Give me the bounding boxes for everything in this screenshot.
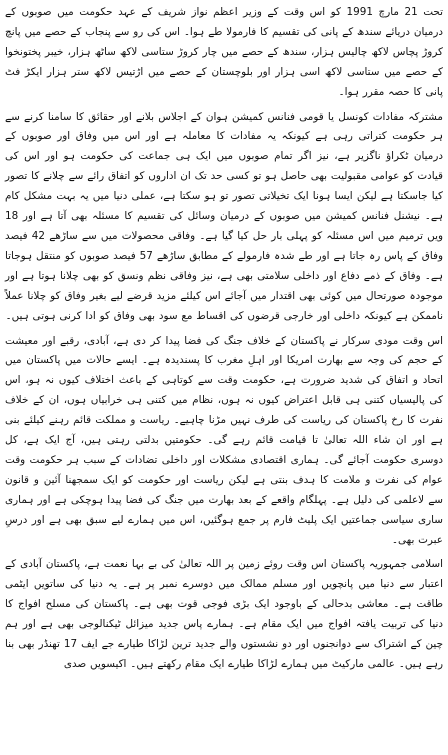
article-paragraph-2: مشترکہ مفادات کونسل یا قومی فنانس کمیشن ہوان کے اجلاس بلانے اور حقائق کا سامنا کرنے سے ہر حکومت کتراتی رہی ہے کیونکہ یہ مفادات کا معاملہ ہے اور اس میں وفاق اور صوبوں کے درمیان ٹکراؤ ناگزیر ہے، نیز اگر تمام صوبوں میں ایک ہی جماعت کی حکومت ہو اور اس کی قیادت کو عوامی مقبولیت بھی حاصل ہو تو کسی حد تک ان اداروں کو اتفاق رائے سے چلانے کا تصور کیا جاسکتا ہے لیکن ایسا ہونا ایک تخیلاتی تصور تو ہو سکتا ہے، عملی دنیا میں یہ بہت مشکل کام ہے۔ نیشنل فنانس کمیشن میں صوبوں کے درمیان وسائل کی تقسیم کا مسئلہ بھی آتا ہے اور 18 ویں ترمیم میں اس مسئلہ کو پہلی بار حل کیا گیا ہے۔ وفاقی محصولات میں سے ساڑھے 42 فیصد وفاق کے پاس رہ جاتا ہے اور طے شدہ فارمولے کے مطابق ساڑھے 57 فیصد صوبوں کو منتقل ہوجاتا ہے۔ وفاق کے ذمے دفاع اور داخلی سلامتی بھی ہے، نیز وفاقی نظم ونسق کو بھی چلانا ہوتا ہے اور موجودہ صورتحال میں کوئی بھی اقتدار میں آجائے اس کیلئے مزید قرضے لیے بغیر وفاق کو چلانا عملاً ناممکن ہے کیونکہ داخلی اور خارجی قرضوں کی اقساط مع سود بھی وفاق کو ادا کرنی ہوتی ہیں۔	[5, 110, 443, 322]
article-paragraph-3: اس وقت مودی سرکار نے پاکستان کے خلاف جنگ کی فضا پیدا کر دی ہے، آبادی، رقبے اور معیشت کے حجم کی وجہ سے بھارت امریکا اور اہلِ مغرب کا پسندیدہ ہے۔ ایسے حالات میں پاکستان میں اتحاد و اتفاق کی شدید ضرورت ہے، حکومت وقت سے کوتاہی کے باعث اختلاف کیوں نہ ہو، اس کی پالیسیاں کتنی ہی قابل اعتراض کیوں نہ ہوں، نظام میں کتنی ہی خرابیاں ہوں، ان کے خلاف نفرت کا رخ پاکستان کی ریاست کی طرف نہیں مڑنا چاہیے۔ ریاست و مملکت قائم رہنے کیلئے بنی ہے اور ان شاء اللہ تعالیٰ تا قیامت قائم رہے گی۔ حکومتیں بدلتی رہتی ہیں، آج ایک ہے، کل دوسری حکومت آجائے گی۔ ہماری اقتصادی مشکلات اور داخلی تضادات کے سبب ہر حکومت وقت عوام کی نفرت و ملامت کا ہدف بنتی ہے لیکن ریاست اور حکومت کو ایک سمجھنا آئین و قانون سے لاعلمی کی دلیل ہے۔ پہلگام واقعے کے بعد بھارت میں جنگ کی فضا پیدا ہوچکی ہے اور ہماری ساری سیاسی جماعتیں ایک پلیٹ فارم پر جمع ہوگئیں، اس میں ہمارے لیے سبق بھی ہے اور درسِ عبرت بھی۔	[5, 334, 443, 546]
article-paragraph-4: اسلامی جمہوریہ پاکستان اس وقت روئے زمین پر اللہ تعالیٰ کی بے بہا نعمت ہے، پاکستان آبادی کے اعتبار سے دنیا میں پانچویں اور مسلم ممالک میں دوسرے نمبر پر ہے۔ یہ دنیا کی ساتویں ایٹمی طاقت ہے۔ معاشی بدحالی کے باوجود ایک بڑی فوجی قوت بھی ہے۔ پاکستان کی مسلح افواج کا دنیا کی تربیت یافتہ افواج میں ایک مقام ہے۔ ہمارے پاس جدید میزائل ٹیکنالوجی بھی ہے اور ہم چین کے اشتراک سے دوانجنوں اور دو نشستوں والے جدید ترین لڑاکا طیارے جے ایف 17 تھنڈر بھی بنا رہے ہیں۔ عالمی مارکیٹ میں ہمارے لڑاکا طیارے ایک مقام رکھتے ہیں۔ اکیسویں صدی	[5, 558, 443, 670]
article-paragraph-1: تحت 21 مارچ 1991 کو اس وقت کے وزیر اعظم نواز شریف کے عہد حکومت میں صوبوں کے درمیان دریائے سندھ کے پانی کی تقسیم کا فارمولا طے ہوا۔ اس کی رو سے پنجاب کے حصے میں پانچ کروڑ پچاس لاکھ چالیس ہزار، سندھ کے حصے میں چار کروڑ ستاسی لاکھ ساٹھ ہزار، خیبر پختونخوا کے حصے میں ستاسی لاکھ اسی ہزار اور بلوچستان کے حصے میں اڑتیس لاکھ ستر ہزار ایکڑ فٹ پانی کا حصہ مقرر ہوا۔	[5, 6, 444, 98]
